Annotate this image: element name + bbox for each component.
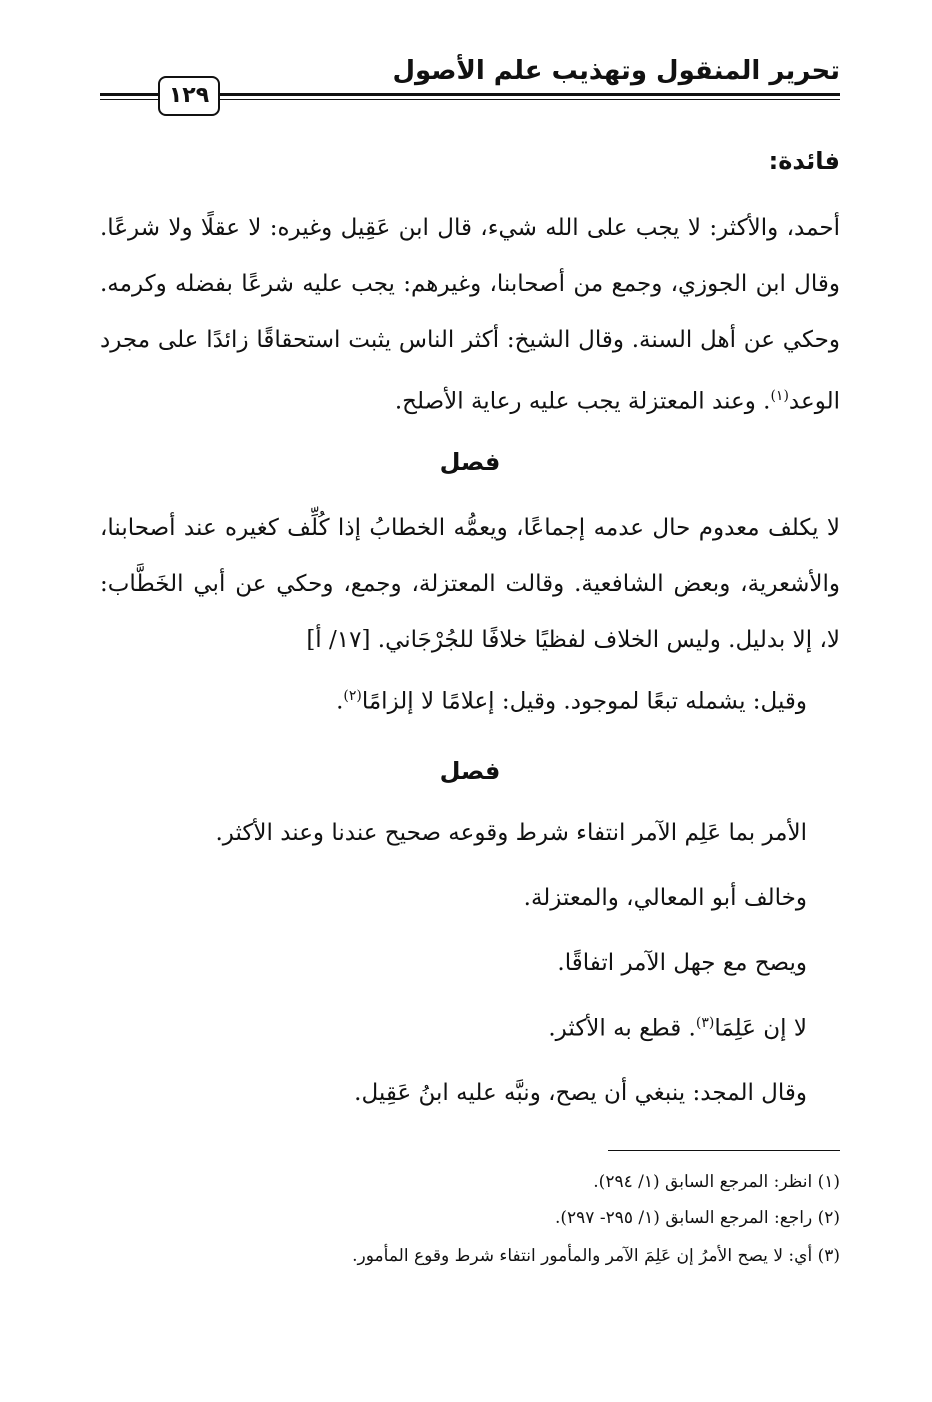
page-number-badge: ١٢٩ [158, 76, 220, 116]
faida-text: أحمد، والأكثر: لا يجب على الله شيء، قال ابن عَقِيل وغيره: لا عقلًا ولا شرعًا. وقال ابن الجوزي، وجمع من أصحابنا، وغيرهم: يجب عليه شرعًا بفضله وكرمه. وحكي عن أهل السنة. وقال الشيخ: أكثر الناس يثبت استحقاقًا زائدًا على مجرد الوعد [100, 215, 840, 415]
footnote-separator [608, 1150, 840, 1151]
fasl2-line-4-text: لا إن عَلِمَا [714, 1015, 807, 1042]
fasl1-paragraph: لا يكلف معدوم حال عدمه إجماعًا، ويعمُّه الخطابُ إذا كُلِّف كغيره عند أصحابنا، والأشعرية، وبعض الشافعية. وقالت المعتزلة، وجمع، وحكي عن أبي الخَطَّاب: لا، إلا بدليل. وليس الخلاف لفظيًا خلافًا للجُرْجَاني. [١٧/ أ] [100, 515, 840, 653]
fasl2-line-4 [548, 1015, 807, 1042]
faida-text-tail: . وعند المعتزلة يجب عليه رعاية الأصلح. [394, 388, 771, 415]
fasl1-line-2-text: وقيل: يشمله تبعًا لموجود. وقيل: إعلامًا لا إلزامًا [361, 688, 807, 715]
fasl2-line-4-tail: . قطع به الأكثر. [548, 1015, 696, 1042]
faida-heading: فائدة: [768, 147, 840, 175]
footnote-ref-3: (٣) [695, 1015, 715, 1031]
footnote-ref-2: (٢) [343, 688, 362, 704]
fasl1-line-2-tail: . [336, 688, 344, 715]
footnote-ref-1: (١) [770, 388, 789, 404]
fasl2-line-3: ويصح مع جهل الآمر اتفاقًا. [557, 950, 807, 976]
running-header-title: تحرير المنقول وتهذيب علم الأصول [392, 56, 840, 86]
fasl-heading-1: فصل [439, 448, 501, 476]
faida-paragraph [100, 200, 840, 430]
footnote-3: (٣) أي: لا يصح الأمرُ إن عَلِمَ الآمر والمأمور انتفاء شرط وقوع المأمور. [352, 1246, 840, 1266]
footnote-1: (١) انظر: المرجع السابق (١/ ٢٩٤). [593, 1172, 840, 1192]
fasl2-line-5: وقال المجد: ينبغي أن يصح، ونبَّه عليه ابنُ عَقِيل. [354, 1080, 807, 1106]
footnote-2: (٢) راجع: المرجع السابق (١/ ٢٩٥- ٢٩٧). [555, 1208, 840, 1228]
fasl-heading-2: فصل [439, 757, 501, 785]
fasl2-line-1: الأمر بما عَلِم الآمر انتفاء شرط وقوعه صحيح عندنا وعند الأكثر. [215, 820, 807, 846]
fasl1-line-2 [336, 688, 807, 715]
fasl2-line-2: وخالف أبو المعالي، والمعتزلة. [523, 885, 807, 911]
